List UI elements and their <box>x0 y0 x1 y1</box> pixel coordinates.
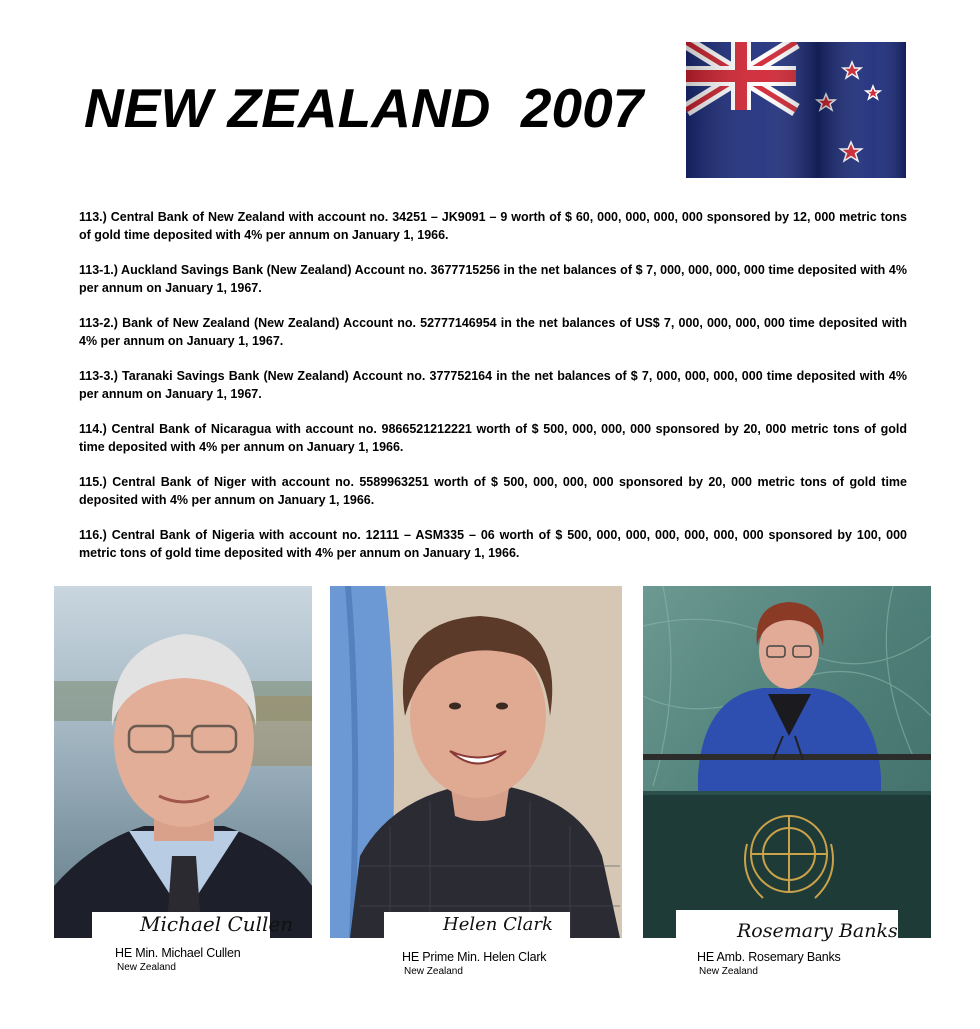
entry-113-3: 113-3.) Taranaki Savings Bank (New Zealand) Account no. 377752164 in the net balances of $ 7, 000, 000, 000, 000 time deposited with 4% per annum on January 1, 1967. <box>79 369 907 401</box>
portrait-photo-icon <box>330 586 622 938</box>
portrait-photo-icon <box>643 586 931 938</box>
bank-entries-list <box>79 208 907 579</box>
entry-113: 113.) Central Bank of New Zealand with account no. 34251 – JK9091 – 9 worth of $ 60, 000, 000, 000, 000 sponsored by 12, 000 metric tons of gold time deposited with 4% per annum on January 1, 1966. <box>79 210 907 242</box>
signature-banks: Rosemary Banks <box>737 920 898 942</box>
entry-113-2: 113-2.) Bank of New Zealand (New Zealand) Account no. 52777146954 in the net balances of US$ 7, 000, 000, 000, 000 time deposited with 4% per annum on January 1, 1967. <box>79 316 907 348</box>
portrait-photo-cullen <box>54 586 312 938</box>
signature-cullen: Michael Cullen <box>140 912 294 936</box>
new-zealand-flag-icon <box>686 42 906 178</box>
caption-name-banks: HE Amb. Rosemary Banks <box>697 950 841 964</box>
portrait-photo-banks <box>643 586 931 938</box>
portrait-photo-icon <box>54 586 312 938</box>
entry-115: 115.) Central Bank of Niger with account no. 5589963251 worth of $ 500, 000, 000, 000 sponsored by 20, 000 metric tons of gold time deposited with 4% per annum on January 1, 1966. <box>79 475 907 507</box>
signature-clark: Helen Clark <box>443 914 553 935</box>
entry-114: 114.) Central Bank of Nicaragua with account no. 9866521212221 worth of $ 500, 000, 000, 000 sponsored by 20, 000 metric tons of gold time deposited with 4% per annum on January 1, 1966. <box>79 422 907 454</box>
portrait-photo-clark <box>330 586 622 938</box>
entry-116: 116.) Central Bank of Nigeria with account no. 12111 – ASM335 – 06 worth of $ 500, 000, 000, 000, 000, 000, 000 sponsored by 100, 000 metric tons of gold time deposited with 4% per annum on January 1, 1966. <box>79 528 907 560</box>
caption-country-cullen: New Zealand <box>117 962 176 973</box>
caption-country-banks: New Zealand <box>699 966 758 977</box>
page-title: NEW ZEALAND 2007 <box>84 77 644 139</box>
caption-country-clark: New Zealand <box>404 966 463 977</box>
caption-name-cullen: HE Min. Michael Cullen <box>115 946 241 960</box>
caption-name-clark: HE Prime Min. Helen Clark <box>402 950 547 964</box>
entry-113-1: 113-1.) Auckland Savings Bank (New Zealand) Account no. 3677715256 in the net balances of $ 7, 000, 000, 000, 000 time deposited with 4% per annum on January 1, 1967. <box>79 263 907 295</box>
